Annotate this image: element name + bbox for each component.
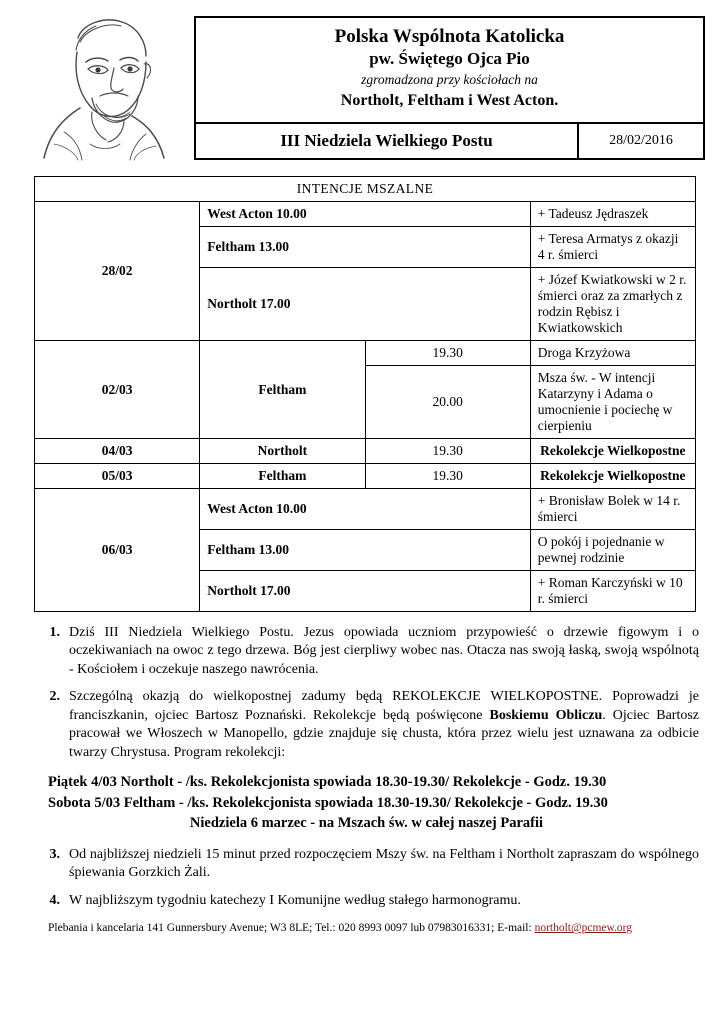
row-intention: Rekolekcje Wielkopostne bbox=[530, 464, 695, 489]
table-title-row bbox=[35, 177, 696, 202]
table-row bbox=[35, 464, 696, 489]
footer-contact bbox=[48, 920, 699, 936]
row-time: 19.30 bbox=[365, 341, 530, 366]
padre-pio-portrait bbox=[20, 12, 190, 162]
parish-locations: Northolt, Feltham i West Acton. bbox=[340, 91, 559, 109]
parish-name-line1: Polska Wspólnota Katolicka bbox=[334, 26, 565, 47]
item-text: Od najbliższej niedzieli 15 minut przed rozpoczęciem Mszy św. na Feltham i Northolt zapraszam do wspólnego śpiewania Gorzkich Żali. bbox=[69, 847, 699, 881]
item-number: 3. bbox=[49, 847, 60, 863]
retreat-program bbox=[34, 772, 699, 834]
row-time: 20.00 bbox=[365, 366, 530, 439]
row-place: Feltham 13.00 bbox=[200, 530, 531, 571]
row-date: 04/03 bbox=[35, 439, 200, 464]
issue-date: 28/02/2016 bbox=[609, 132, 673, 148]
row-intention: + Roman Karczyński w 10 r. śmierci bbox=[530, 571, 695, 612]
document-header bbox=[20, 12, 705, 162]
program-line-sunday: Niedziela 6 marzec - na Mszach św. w całej naszej Parafii bbox=[189, 815, 544, 832]
row-date: 28/02 bbox=[35, 202, 200, 341]
row-place: Feltham bbox=[200, 341, 365, 439]
item-text-part1: Szczególną okazją do wielkopostnej zadumy będą REKOLEKCJE WIELKOPOSTNE. Poprowadzi je franciszkanin, ojciec Bartosz Poznański. Rekolekcje będą poświęcone bbox=[69, 689, 699, 723]
table-row bbox=[35, 341, 696, 366]
sunday-title: III Niedziela Wielkiego Postu bbox=[196, 124, 579, 158]
footer-text: Plebania i kancelaria 141 Gunnersbury Avenue; W3 8LE; Tel.: 020 8993 0097 lub 07983016331; E-mail: bbox=[48, 922, 535, 935]
row-place: Feltham 13.00 bbox=[200, 227, 531, 268]
row-place: Northolt 17.00 bbox=[200, 268, 531, 341]
item-text bbox=[69, 688, 699, 762]
item-number: 1. bbox=[49, 625, 60, 640]
parish-title-block bbox=[196, 18, 703, 124]
email-link[interactable]: northolt@pcmew.org bbox=[534, 922, 633, 935]
item-text-highlight: Boskiemu Obliczu bbox=[489, 707, 603, 723]
list-item bbox=[34, 624, 699, 679]
row-intention: Msza św. - W intencji Katarzyny i Adama o umocnienie i pociechę w cierpieniu bbox=[530, 366, 695, 439]
row-place: Northolt 17.00 bbox=[200, 571, 531, 612]
row-time: 19.30 bbox=[365, 464, 530, 489]
row-time: 19.30 bbox=[365, 439, 530, 464]
list-item bbox=[34, 892, 699, 910]
row-intention: O pokój i pojednanie w pewnej rodzinie bbox=[530, 530, 695, 571]
mass-intentions-section bbox=[34, 176, 701, 612]
item-text: Dziś III Niedziela Wielkiego Postu. Jezus opowiada uczniom przypowieść o drzewie figowym i o oczekiwaniach na owoc z tego drzewa. Bóg jest cierpliwy wobec nas. Otacza nas swoją łaską, swoją wspólnotą - Kościołem i oczekuje naszego nawrócenia. bbox=[69, 625, 699, 677]
row-intention: + Józef Kwiatkowski w 2 r. śmierci oraz za zmarłych z rodzin Rębisz i Kwiatkowskich bbox=[530, 268, 695, 341]
mass-intentions-table bbox=[34, 176, 696, 612]
parish-name-line2: pw. Świętego Ojca Pio bbox=[369, 49, 530, 69]
row-intention: + Teresa Armatys z okazji 4 r. śmierci bbox=[530, 227, 695, 268]
header-title-box bbox=[194, 16, 705, 160]
announcements-list-continued bbox=[34, 846, 699, 910]
row-place: West Acton 10.00 bbox=[200, 202, 531, 227]
row-place: Northolt bbox=[200, 439, 365, 464]
list-item bbox=[34, 846, 699, 883]
header-sunday-row bbox=[196, 124, 703, 158]
parish-subtitle: zgromadzona przy kościołach na bbox=[361, 71, 538, 87]
item-text-part2: . Ojciec Bartosz pracował we Włoszech w Manopello, gdzie znajduje się chusta, która przez wielu jest uznawana za odbicie twarzy Chrystusa. Program rekolekcji: bbox=[69, 707, 700, 760]
row-intention: Rekolekcje Wielkopostne bbox=[530, 439, 695, 464]
row-intention: + Bronisław Bolek w 14 r. śmierci bbox=[530, 489, 695, 530]
row-intention: Droga Krzyżowa bbox=[530, 341, 695, 366]
item-number: 2. bbox=[49, 689, 60, 705]
program-line-friday: Piątek 4/03 Northolt - /ks. Rekolekcjonista spowiada 18.30-19.30/ Rekolekcje - Godz. 19.30 bbox=[48, 774, 607, 791]
row-intention: + Tadeusz Jędraszek bbox=[530, 202, 695, 227]
table-row bbox=[35, 439, 696, 464]
row-date: 02/03 bbox=[35, 341, 200, 439]
row-date: 05/03 bbox=[35, 464, 200, 489]
item-text: W najbliższym tygodniu katechezy I Komunijne według stałego harmonogramu. bbox=[69, 892, 521, 908]
program-line-saturday: Sobota 5/03 Feltham - /ks. Rekolekcjonista spowiada 18.30-19.30/ Rekolekcje - Godz. 19.30 bbox=[48, 794, 608, 811]
item-number: 4. bbox=[49, 892, 60, 908]
row-place: Feltham bbox=[200, 464, 365, 489]
table-title: INTENCJE MSZALNE bbox=[35, 177, 696, 202]
table-row bbox=[35, 202, 696, 227]
announcements-list bbox=[34, 624, 699, 762]
row-place: West Acton 10.00 bbox=[200, 489, 531, 530]
list-item bbox=[34, 688, 699, 762]
row-date: 06/03 bbox=[35, 489, 200, 612]
table-row bbox=[35, 489, 696, 530]
